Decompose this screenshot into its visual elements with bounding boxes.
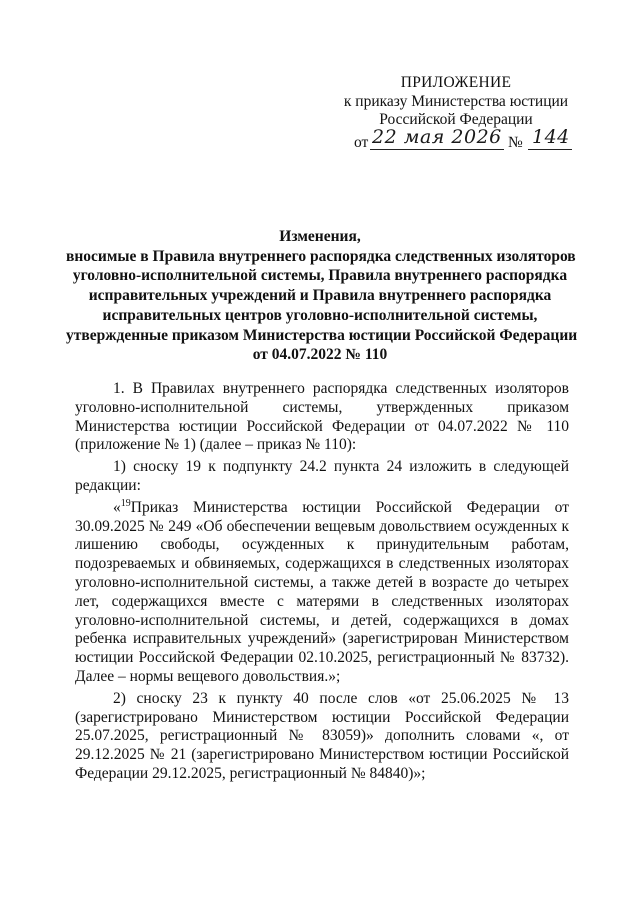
appendix-line-federation: Российской Федерации — [379, 111, 533, 128]
paragraph-item-1: 1. В Правилах внутреннего распорядка следственных изоляторов уголовно-исполнительной системы, утвержденных приказом Министерства юстиции Российской Федерации от 04.07.2022 № 110 (приложение № 1) (далее – приказ № 110): — [75, 380, 569, 454]
paragraph-footnote-text — [75, 499, 569, 687]
heading-line: исправительных учреждений и Правила внутреннего распорядка — [88, 287, 552, 305]
heading-line: вносимые в Правила внутреннего распорядка следственных изоляторов — [66, 247, 576, 265]
handwritten-number: 144 — [532, 125, 570, 148]
appendix-title: ПРИЛОЖЕНИЕ — [400, 74, 512, 91]
date-prefix: от — [354, 133, 369, 151]
heading-line: Изменения, — [279, 228, 361, 245]
document-heading — [66, 227, 578, 365]
footnote-body: Приказ Министерства юстиции Российской Федерации от 30.09.2025 № 249 «Об обеспечении вещевым довольствием осужденных к лишению свободы, осужденных к принудительным работам, подозреваемых и обвиняемых, содержащихся в следственных изоляторах уголовно-исполнительной системы, а также детей в возрасте до четырех лет, содержащихся вместе с матерями в следственных изоляторах уголовно-исполнительной системы, и детей, содержащихся в домах ребенка исправительных учреждений» (зарегистрирован Министерством юстиции Российской Федерации 02.10.2025, регистрационный № 83732). Далее – нормы вещевого довольствия.»; — [75, 498, 569, 685]
footnote-marker: 19 — [120, 497, 131, 509]
quote-open: « — [113, 498, 121, 516]
appendix-block — [336, 74, 576, 154]
heading-line: от 04.07.2022 № 110 — [252, 346, 388, 364]
document-body — [75, 380, 569, 787]
appendix-date-number-line — [336, 125, 576, 154]
date-underline — [370, 149, 504, 150]
heading-line: утвержденные приказом Министерства юстиции Российской Федерации — [66, 326, 578, 344]
number-prefix: № — [508, 133, 523, 151]
heading-line: уголовно-исполнительной системы, Правила внутреннего распорядка — [72, 267, 568, 285]
number-underline — [528, 149, 572, 150]
paragraph-subitem-2: 2) сноску 23 к пункту 40 после слов «от 25.06.2025 № 13 (зарегистрировано Министерством юстиции Российской Федерации 25.07.2025, регистрационный № 83059)» дополнить словами «, от 29.12.2025 № 21 (зарегистрировано Министерством юстиции Российской Федерации 29.12.2025, регистрационный № 84840)»; — [75, 689, 569, 782]
handwritten-date: 22 мая 2026 — [372, 125, 502, 148]
paragraph-subitem-1: 1) сноску 19 к подпункту 24.2 пункта 24 изложить в следующей редакции: — [75, 458, 569, 494]
heading-line: исправительных центров уголовно-исполнительной системы, — [102, 306, 538, 324]
appendix-line-order: к приказу Министерства юстиции — [343, 92, 569, 110]
